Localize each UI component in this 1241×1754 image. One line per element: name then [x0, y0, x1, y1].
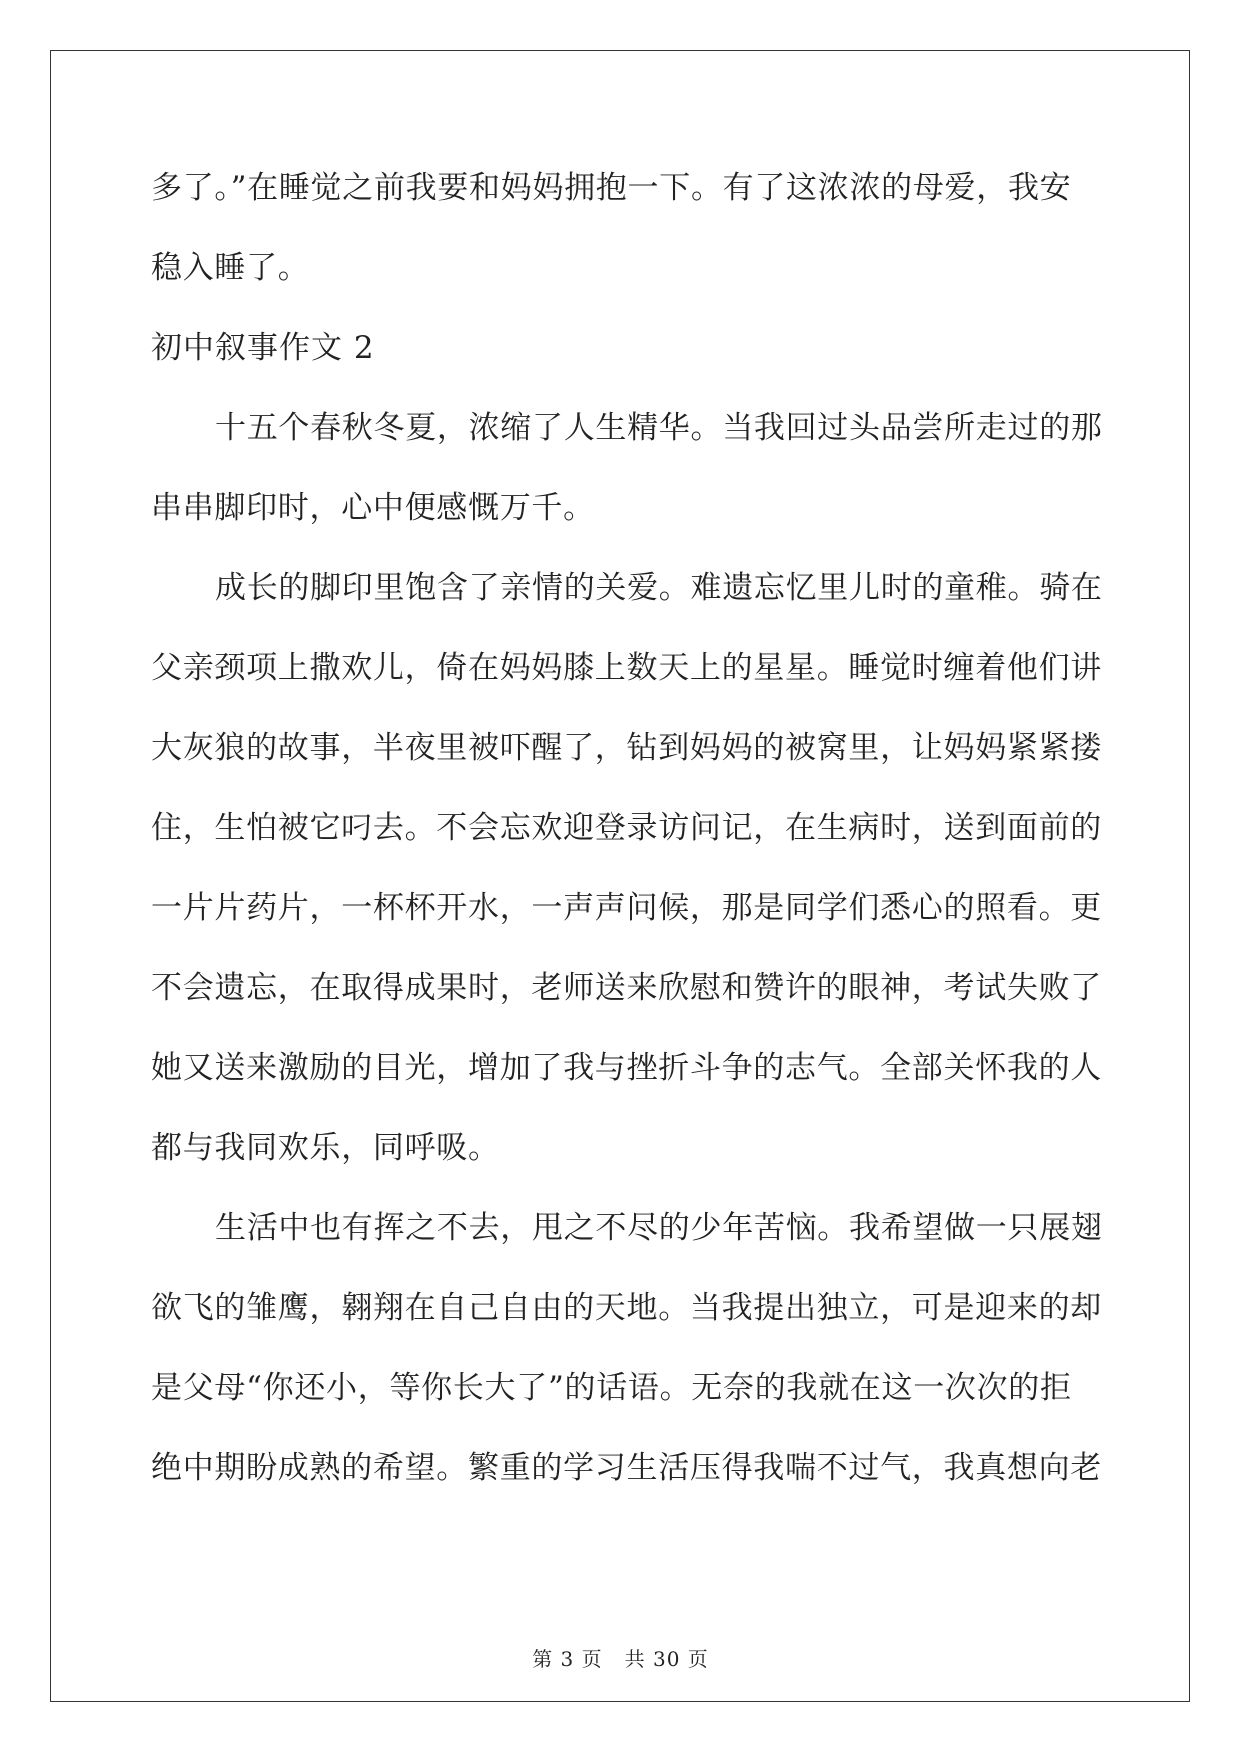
section-heading: 初中叙事作文 2 [151, 330, 375, 366]
text-line: 都与我同欢乐，同呼吸。 [151, 1130, 500, 1166]
text-line: 稳入睡了。 [151, 250, 310, 286]
text-line: 一片片药片，一杯杯开水，一声声问候，那是同学们悉心的照看。更 [151, 890, 1102, 926]
page-footer [0, 1643, 1241, 1672]
text-line: 住，生怕被它叼去。不会忘欢迎登录访问记，在生病时，送到面前的 [151, 810, 1102, 846]
paragraph-first-line: 十五个春秋冬夏，浓缩了人生精华。当我回过头品尝所走过的那 [215, 410, 1103, 446]
document-body [151, 158, 1103, 1518]
paragraph-first-line: 生活中也有挥之不去，甩之不尽的少年苦恼。我希望做一只展翅 [215, 1210, 1103, 1246]
text-line: 绝中期盼成熟的希望。繁重的学习生活压得我喘不过气，我真想向老 [151, 1450, 1102, 1486]
page-total: 共 30 页 [624, 1647, 709, 1671]
text-line: 多了。”在睡觉之前我要和妈妈拥抱一下。有了这浓浓的母爱，我安 [151, 170, 1072, 206]
text-line: 大灰狼的故事，半夜里被吓醒了，钻到妈妈的被窝里，让妈妈紧紧搂 [151, 730, 1102, 766]
text-line: 她又送来激励的目光，增加了我与挫折斗争的志气。全部关怀我的人 [151, 1050, 1102, 1086]
text-line: 不会遗忘，在取得成果时，老师送来欣慰和赞许的眼神，考试失败了 [151, 970, 1102, 1006]
page-number: 第 3 页 [532, 1647, 603, 1671]
text-line: 欲飞的雏鹰，翱翔在自己自由的天地。当我提出独立，可是迎来的却 [151, 1290, 1102, 1326]
text-line: 父亲颈项上撒欢儿，倚在妈妈膝上数天上的星星。睡觉时缠着他们讲 [151, 650, 1102, 686]
paragraph-first-line: 成长的脚印里饱含了亲情的关爱。难遗忘忆里儿时的童稚。骑在 [215, 570, 1103, 606]
text-line: 是父母“你还小，等你长大了”的话语。无奈的我就在这一次次的拒 [151, 1370, 1072, 1406]
text-line: 串串脚印时，心中便感慨万千。 [151, 490, 595, 526]
